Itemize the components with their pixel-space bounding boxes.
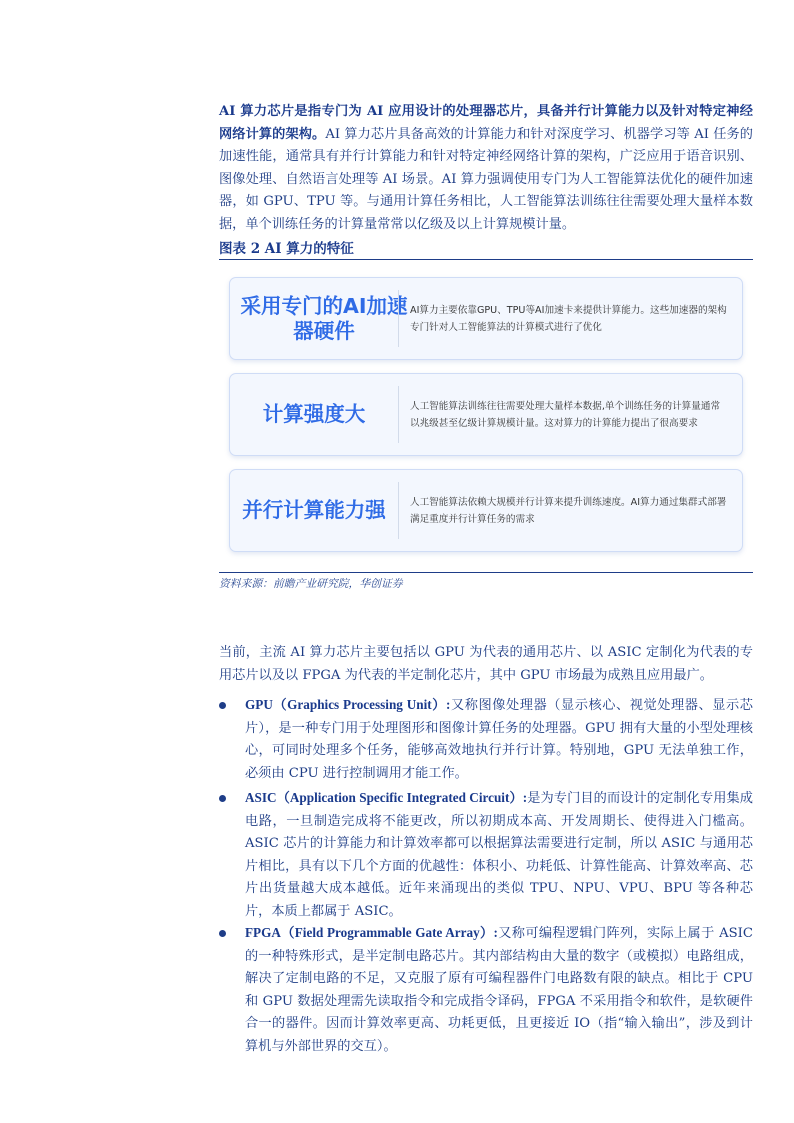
bullet-fpga [245, 922, 753, 1058]
feature-card-intensity [229, 373, 743, 456]
card-description: AI算力主要依靠GPU、TPU等AI加速卡来提供计算能力。这些加速器的架构专门针对人工智能算法的计算模式进行了优化 [410, 304, 727, 333]
bullet-term: GPU（Graphics Processing Unit）: [245, 697, 451, 712]
card-divider [398, 290, 399, 347]
body-intro-paragraph: 当前，主流 AI 算力芯片主要包括以 GPU 为代表的通用芯片、以 ASIC 定制化为代表的专用芯片以及以 FPGA 为代表的半定制化芯片，其中 GPU 市场最为成熟且应用最广。 [219, 645, 753, 683]
intro-bold-lead: AI 算力芯片是指专门为 AI 应用设计的处理器芯片，具备并行计算能力以及针对特定神经网络计算的架构。 [219, 104, 753, 142]
card-description: 人工智能算法依赖大规模并行计算来提升训练速度。AI算力通过集群式部署满足重度并行计算任务的需求 [410, 496, 727, 525]
figure-title: 图表 2 AI 算力的特征 [219, 241, 354, 257]
card-divider [398, 386, 399, 443]
card-heading: 采用专门的AI加速器硬件 [240, 293, 408, 343]
feature-card-accelerator [229, 277, 743, 360]
figure-source: 资料来源：前瞻产业研究院，华创证券 [219, 577, 403, 590]
card-divider [398, 482, 399, 539]
bullet-icon [219, 930, 226, 937]
feature-card-parallel [229, 469, 743, 552]
intro-paragraph [219, 101, 753, 236]
bullet-icon [219, 795, 226, 802]
figure-top-rule [219, 259, 753, 260]
bullet-asic [245, 787, 753, 923]
bullet-description: 又称可编程逻辑门阵列，实际上属于 ASIC 的一种特殊形式，是半定制电路芯片。其内部结构由大量的数字（或模拟）电路组成，解决了定制电路的不足，又克服了原有可编程器件门电路数有限的缺点。相比于 CPU 和 GPU 数据处理需先读取指令和完成指令译码，FPGA 不采用指令和软件，是软硬件合一的器件。因而计算效率更高、功耗更低，且更接近 IO（指“输入输出”，涉及到计算机与外部世界的交互）。 [245, 926, 753, 1054]
bullet-term: ASIC（Application Specific Integrated Circuit）: [245, 790, 528, 805]
bullet-gpu [245, 694, 753, 785]
card-description: 人工智能算法训练往往需要处理大量样本数据,单个训练任务的计算量通常以兆级甚至亿级计算规模计量。这对算力的计算能力提出了很高要求 [410, 400, 721, 429]
card-heading: 计算强度大 [262, 402, 366, 426]
bullet-term: FPGA（Field Programmable Gate Array）: [245, 925, 498, 940]
bullet-description: 又称图像处理器（显示核心、视觉处理器、显示芯片），是一种专门用于处理图形和图像计算任务的处理器。GPU 拥有大量的小型处理核心，可同时处理多个任务，能够高效地执行并行计算。特别地，GPU 无法单独工作，必须由 CPU 进行控制调用才能工作。 [245, 698, 753, 781]
intro-body-text: AI 算力芯片具备高效的计算能力和针对深度学习、机器学习等 AI 任务的加速性能，通常具有并行计算能力和针对特定神经网络计算的架构，广泛应用于语音识别、图像处理、自然语言处理等 AI 场景。AI 算力强调使用专门为人工智能算法优化的硬件加速器，如 GPU、TPU 等。与通用计算任务相比，人工智能算法训练往往需要处理大量样本数据，单个训练任务的计算量常常以亿级及以上计算规模计量。 [219, 126, 753, 232]
figure-bottom-rule [219, 572, 753, 573]
bullet-icon [219, 702, 226, 709]
card-heading: 并行计算能力强 [242, 498, 386, 522]
bullet-description: 是为专门目的而设计的定制化专用集成电路，一旦制造完成将不能更改，所以初期成本高、开发周期长、使得进入门槛高。ASIC 芯片的计算能力和计算效率都可以根据算法需要进行定制，所以 ASIC 与通用芯片相比，具有以下几个方面的优越性：体积小、功耗低、计算性能高、计算效率高、芯片出货量越大成本越低。近年来涌现出的类似 TPU、NPU、VPU、BPU 等各种芯片，本质上都属于 ASIC。 [245, 791, 753, 919]
